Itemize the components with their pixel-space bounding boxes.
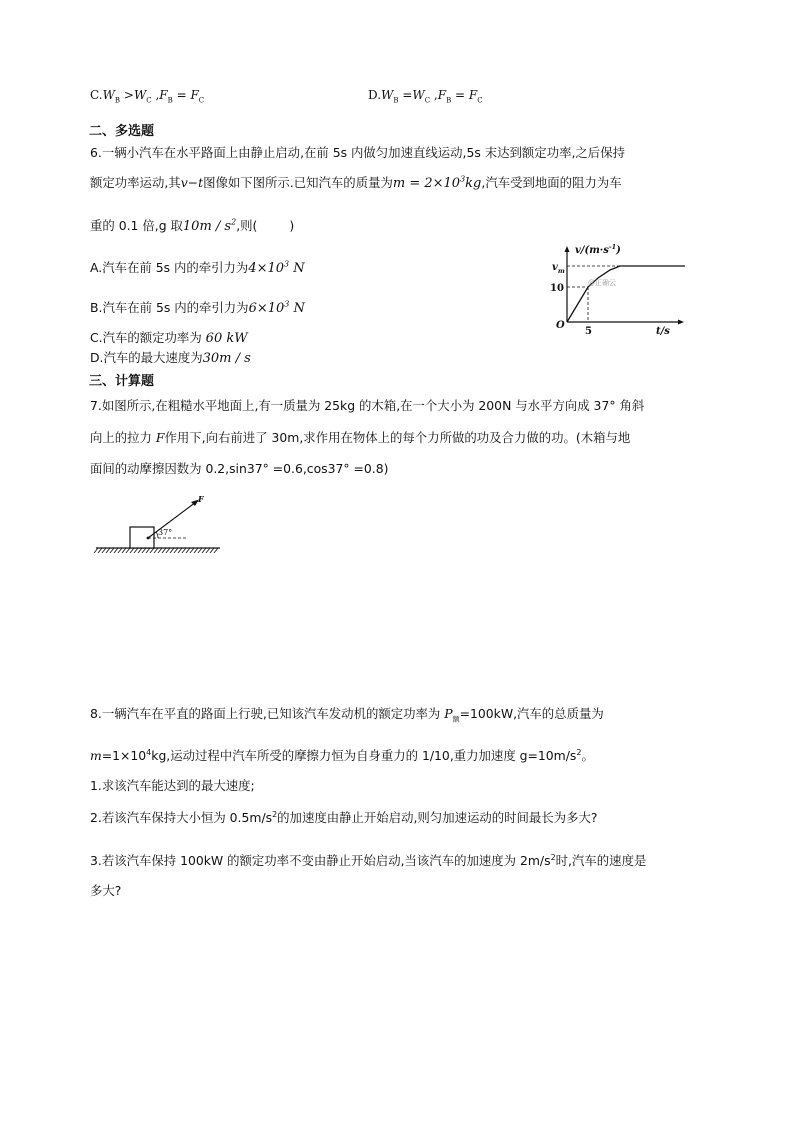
unit: N (293, 301, 305, 316)
q8-sub3 (90, 851, 646, 869)
q8-line2 (90, 746, 594, 764)
unit: m / s (219, 351, 251, 366)
force-label: F (198, 494, 204, 504)
unit: m / s (199, 219, 232, 234)
subscript: B (446, 96, 452, 105)
q8-sub2 (90, 808, 597, 826)
text: ,则( (236, 218, 258, 233)
vt-graph (540, 240, 690, 336)
value: 6×10 (248, 301, 285, 316)
value: 60 (205, 331, 223, 346)
text: 图像如下图所示.已知汽车的质量为 (203, 175, 393, 190)
exponent: 2 (231, 217, 237, 227)
x-axis-label: t/s (656, 326, 670, 336)
exponent: 2 (576, 747, 582, 757)
exponent: 2 (272, 809, 278, 819)
q7-line1: 7.如图所示,在粗糙水平地面上,有一质量为 25kg 的木箱,在一个大小为 200N 与水平方向成 37° 角斜 (90, 398, 645, 413)
box-force-figure (92, 492, 224, 556)
q7-line2 (90, 428, 630, 446)
unit: N (293, 261, 305, 276)
section-heading-calc: 三、计算题 (89, 374, 155, 389)
unit: kW (226, 331, 248, 346)
option-label: D. (368, 88, 382, 102)
text: kg,运动过程中汽车所受的摩擦力恒为自身重力的 1/10,重力加速度 g=10m/s (151, 748, 577, 763)
q6-line3 (90, 216, 294, 234)
q6-option-d (90, 348, 251, 366)
ground-hatch (94, 548, 218, 553)
option-text: D.汽车的最大速度为 (90, 350, 203, 365)
q8-sub3-cont: 多大? (90, 883, 122, 898)
x-tick-5: 5 (585, 326, 592, 336)
g-value: 10 (182, 219, 200, 234)
q6-option-c (90, 328, 248, 346)
watermark: @正确云 (588, 279, 616, 287)
q6-option-a (90, 258, 305, 276)
y-axis-arrow-icon (565, 246, 570, 252)
vt-symbol: v−t (180, 175, 204, 190)
exponent: 4 (146, 747, 152, 757)
text: 重的 0.1 倍,g 取 (90, 218, 183, 233)
mass-symbol: m (90, 748, 102, 763)
q6-option-b (90, 298, 305, 316)
q5-option-d: $D.W_B =W_C$ $,F_B = F_C$ (368, 88, 483, 105)
text: 向上的拉力 (90, 430, 152, 445)
text: 2.若该汽车保持大小恒为 0.5m/s (90, 810, 273, 825)
angle-label: 37° (158, 528, 173, 537)
mass-value: m = 2×10 (392, 176, 461, 191)
text: 的加速度由静止开始启动,则匀加速运动的时间最长为多大? (277, 810, 598, 825)
wooden-box (130, 527, 154, 548)
x-axis-arrow-icon (678, 320, 684, 325)
subscript: C (198, 96, 205, 105)
text: 额定功率运动,其 (90, 175, 181, 190)
subscript: 额 (452, 715, 460, 724)
text: 3.若该汽车保持 100kW 的额定功率不变由静止开始启动,当该汽车的加速度为 2m/s (90, 853, 551, 868)
q6-line1: 6.一辆小汽车在水平路面上由静止启动,在前 5s 内做匀加速直线运动,5s 末达到额定功率,之后保持 (90, 145, 625, 160)
option-label: C. (90, 88, 103, 102)
q5-option-c: $C.W_B >W_C$ $,F_B = F_C$ (90, 88, 205, 105)
q8-line1 (90, 704, 604, 722)
subscript: C (424, 96, 431, 105)
force-symbol: F (155, 430, 165, 445)
subscript: B (114, 96, 121, 105)
text: ) (289, 218, 295, 233)
option-text: C.汽车的额定功率为 (90, 330, 202, 345)
value: 4×10 (248, 261, 285, 276)
subscript: B (393, 96, 399, 105)
y-axis-label: $v/(m\cdot s^{-1})$ (575, 243, 621, 256)
q8-sub1: 1.求该汽车能达到的最大速度; (90, 778, 255, 793)
power-symbol: P (444, 706, 453, 721)
text: 8.一辆汽车在平直的路面上行驶,已知该汽车发动机的额定功率为 (90, 706, 441, 721)
text: 。 (581, 748, 594, 763)
subscript: C (477, 96, 483, 105)
subscript: B (167, 96, 173, 105)
text: =100kW,汽车的总质量为 (459, 706, 604, 721)
text: =1×10 (101, 748, 147, 763)
text: 时,汽车的速度是 (555, 853, 647, 868)
q7-line3: 面间的动摩擦因数为 0.2,sin37° =0.6,cos37° =0.8) (90, 461, 389, 476)
subscript: C (146, 96, 152, 105)
origin-label: O (556, 320, 565, 331)
section-heading-multi: 二、多选题 (89, 124, 155, 139)
exponent: 3 (460, 174, 466, 184)
option-text: B.汽车在前 5s 内的牵引力为 (90, 300, 249, 315)
exponent: 2 (550, 852, 556, 862)
vm-label: $v_m$ (552, 262, 565, 275)
option-text: A.汽车在前 5s 内的牵引力为 (90, 260, 249, 275)
value: 30 (202, 351, 220, 366)
unit: kg (465, 176, 482, 191)
q6-line2 (90, 173, 622, 191)
vt-curve (567, 266, 685, 322)
exponent: 3 (284, 259, 290, 269)
text: 作用下,向右前进了 30m,求作用在物体上的每个力所做的功及合力做的功。(木箱与地 (164, 430, 631, 445)
y-tick-10: 10 (550, 283, 564, 294)
exponent: 3 (284, 299, 290, 309)
text: ,汽车受到地面的阻力为车 (481, 175, 622, 190)
